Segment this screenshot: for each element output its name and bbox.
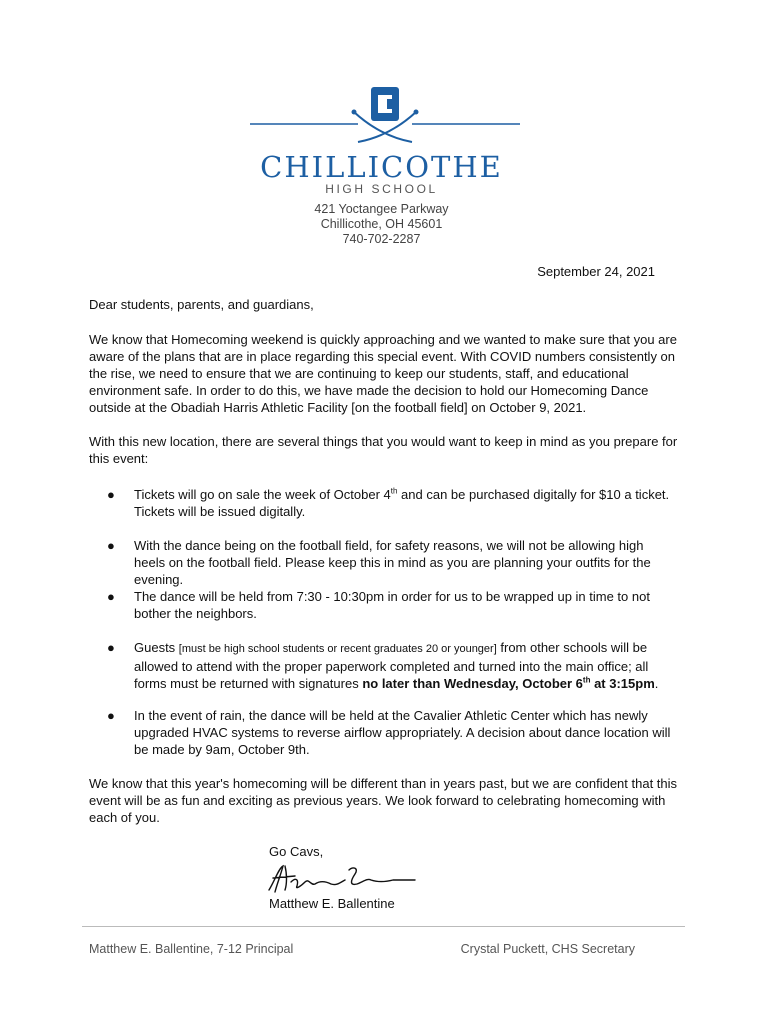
list-item	[107, 707, 677, 758]
address-line-1: 421 Yoctangee Parkway	[314, 202, 449, 216]
signer-name: Matthew E. Ballentine	[269, 896, 395, 911]
handwritten-signature-icon	[265, 860, 425, 896]
phone-number: 740-702-2287	[342, 232, 421, 246]
paragraph-closing: We know that this year's homecoming will be different than in years past, but we are confident that this event will be as fun and exciting as previous years. We look forward to celebrating homecoming with each of you.	[89, 776, 678, 825]
list-item-text: Guests [must be high school students or recent graduates 20 or younger] from other schools will be allowed to attend with the proper paperwork completed and turned into the main office; all forms must be returned with signatures no later than Wednesday, October 6th at 3:15pm.	[134, 640, 659, 691]
letter-date: September 24, 2021	[537, 264, 655, 279]
bullet-icon: ●	[107, 708, 115, 723]
signature-image	[265, 860, 425, 901]
school-name: CHILLICOTHE	[260, 150, 503, 184]
school-logo	[250, 84, 520, 148]
list-item	[107, 486, 677, 520]
bullet-icon: ●	[107, 640, 115, 655]
list-item-text: In the event of rain, the dance will be held at the Cavalier Athletic Center which has newly upgraded HVAC systems to reverse airflow appropriately. A decision about dance location will be made by 9am, October 9th.	[134, 708, 671, 757]
bullet-icon: ●	[107, 487, 115, 502]
footer-secretary: Crystal Puckett, CHS Secretary	[460, 942, 635, 956]
list-item-text: The dance will be held from 7:30 - 10:30pm in order for us to be wrapped up in time to not bother the neighbors.	[134, 589, 650, 621]
paragraph-location: With this new location, there are several things that you would want to keep in mind as you prepare for this event:	[89, 434, 678, 466]
school-subtitle: HIGH SCHOOL	[325, 182, 438, 196]
paragraph-intro: We know that Homecoming weekend is quickly approaching and we wanted to make sure that you are aware of the plans that are in place regarding this special event. With COVID numbers consistently on the rise, we need to ensure that we are continuing to keep our students, staff, and educational environment safe. In order to do this, we have made the decision to hold our Homecoming Dance outside at the Obadiah Harris Athletic Facility [on the football field] on October 9, 2021.	[89, 332, 677, 415]
closing-line: Go Cavs,	[269, 844, 324, 859]
footer-principal: Matthew E. Ballentine, 7-12 Principal	[89, 942, 294, 956]
list-item	[107, 537, 677, 588]
bullet-icon: ●	[107, 538, 115, 553]
list-item	[107, 639, 677, 692]
crossed-sabers-icon	[250, 84, 520, 148]
salutation: Dear students, parents, and guardians,	[89, 297, 314, 312]
bullet-icon: ●	[107, 589, 115, 604]
address-line-2: Chillicothe, OH 45601	[320, 217, 443, 231]
list-item-text: Tickets will go on sale the week of October 4th and can be purchased digitally for $10 a ticket. Tickets will be issued digitally.	[134, 486, 670, 519]
footer-divider	[82, 926, 685, 927]
list-item	[107, 588, 677, 622]
list-item-text: With the dance being on the football field, for safety reasons, we will not be allowing high heels on the football field. Please keep this in mind as you are planning your outfits for the evening.	[134, 538, 651, 587]
